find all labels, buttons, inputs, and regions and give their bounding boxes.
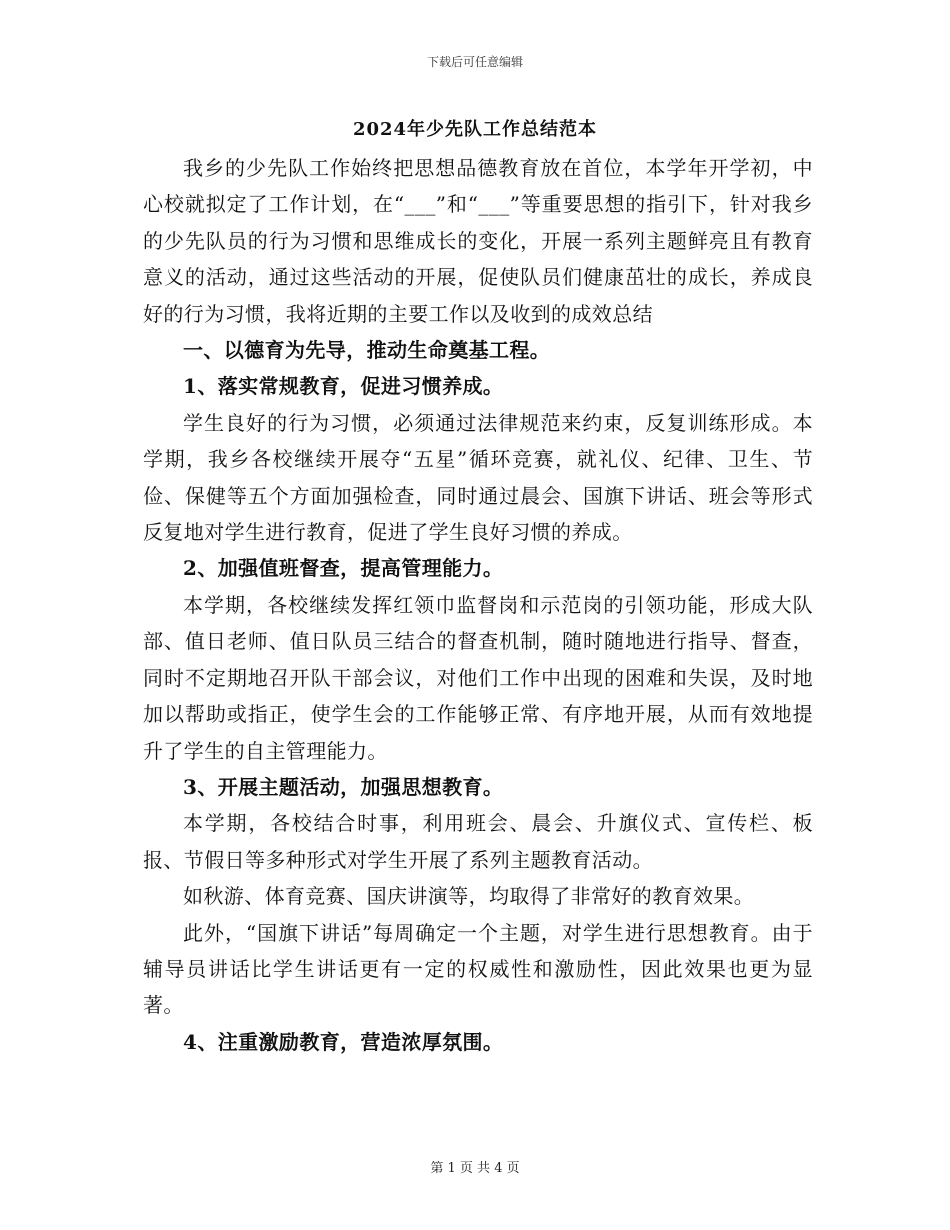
intro-paragraph: 我乡的少先队工作始终把思想品德教育放在首位，本学年开学初，中心校就拟定了工作计划，在“___”和“___”等重要思想的指引下，针对我乡的少先队员的行为习惯和思维成长的变化，开展一系列主题鲜亮且有教育意义的活动，通过这些活动的开展，促使队员们健康茁壮的成长，养成良好的行为习惯，我将近期的主要工作以及收到的成效总结 <box>143 156 813 326</box>
document-title: 2024年少先队工作总结范本 <box>352 119 598 140</box>
body-paragraph: 本学期，各校结合时事，利用班会、晨会、升旗仪式、宣传栏、板报、节假日等多种形式对学生开展了系列主题教育活动。 <box>143 811 813 872</box>
body-paragraph: 本学期，各校继续发挥红领巾监督岗和示范岗的引领功能，形成大队部、值日老师、值日队员三结合的督查机制，随时随地进行指导、督查，同时不定期地召开队干部会议，对他们工作中出现的困难和失误，及时地加以帮助或指正，使学生会的工作能够正常、有序地开展，从而有效地提升了学生的自主管理能力。 <box>143 592 813 763</box>
header-note: 下载后可任意编辑 <box>426 55 523 69</box>
body-paragraph: 如秋游、体育竞赛、国庆讲演等，均取得了非常好的教育效果。 <box>183 884 755 909</box>
subsection-heading: 1、落实常规教育，促进习惯养成。 <box>183 374 504 399</box>
subsection-heading: 2、加强值班督查，提高管理能力。 <box>183 556 504 581</box>
subsection-heading: 4、注重激励教育，营造浓厚氛围。 <box>183 1029 504 1054</box>
section-heading: 一、以德育为先导，推动生命奠基工程。 <box>183 338 551 363</box>
subsection-heading: 3、开展主题活动，加强思想教育。 <box>183 774 504 799</box>
page-number: 第 1 页 共 4 页 <box>430 1161 520 1176</box>
body-paragraph: 学生良好的行为习惯，必须通过法律规范来约束，反复训练形成。本学期，我乡各校继续开展夺“五星”循环竞赛，就礼仪、纪律、卫生、节俭、保健等五个方面加强检查，同时通过晨会、国旗下讲话、班会等形式反复地对学生进行教育，促进了学生良好习惯的养成。 <box>143 410 813 545</box>
body-paragraph: 此外，“国旗下讲话”每周确定一个主题，对学生进行思想教育。由于辅导员讲话比学生讲话更有一定的权威性和激励性，因此效果也更为显著。 <box>143 920 813 1018</box>
document-body <box>143 150 813 1060</box>
